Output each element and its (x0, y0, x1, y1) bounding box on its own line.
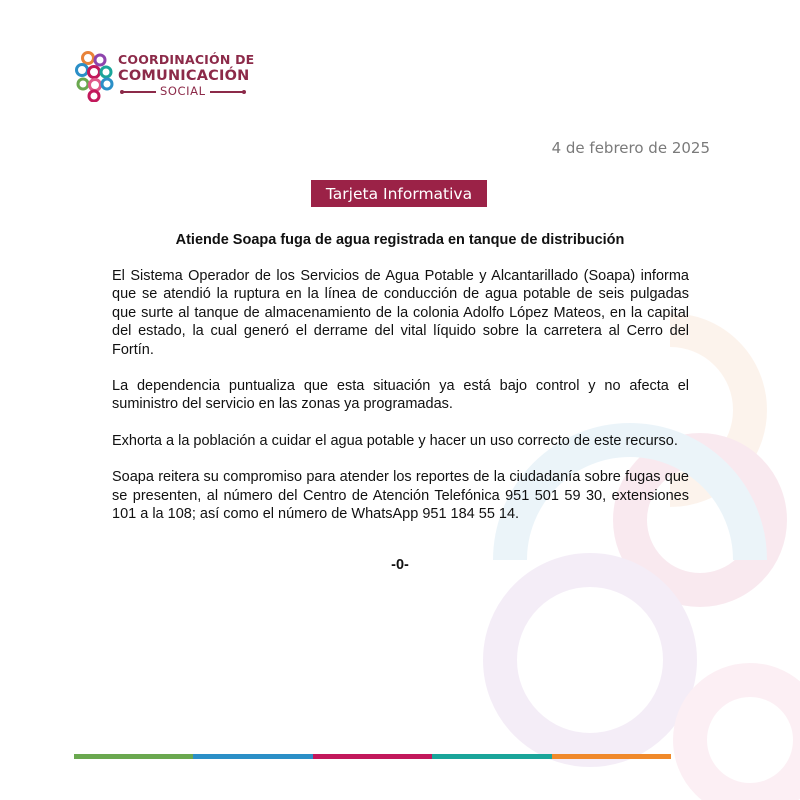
article-paragraph: Exhorta a la población a cuidar el agua potable y hacer un uso correcto de este recurso. (112, 432, 678, 449)
logo-mark-icon (74, 50, 114, 102)
closing-mark: -0- (391, 557, 409, 573)
footer-bar-segment (432, 754, 551, 759)
logo-line-3 (118, 86, 254, 98)
article-headline: Atiende Soapa fuga de agua registrada en tanque de distribución (175, 232, 625, 248)
logo (74, 50, 254, 102)
document-date: 4 de febrero de 2025 (551, 139, 710, 157)
footer-bar-segment (74, 754, 193, 759)
footer-bar-segment (313, 754, 432, 759)
footer-bar-segment (552, 754, 671, 759)
article-paragraph: La dependencia puntualiza que esta situación ya está bajo control y no afecta el suministro del servicio en las zonas ya programadas. (112, 378, 689, 413)
footer-bar-segment (193, 754, 312, 759)
logo-line-3-text: SOCIAL (160, 84, 206, 99)
article-paragraph: Soapa reitera su compromiso para atender los reportes de la ciudadanía sobre fugas que se presenten, al número del Centro de Atención Telefónica 951 501 59 30, extensiones 101 a la 108; así como el número de WhatsApp 951 184 55 14. (112, 469, 689, 523)
logo-dash-right (210, 91, 244, 93)
logo-dash-left (122, 91, 156, 93)
document-type-badge: Tarjeta Informativa (311, 180, 487, 207)
article-paragraph: El Sistema Operador de los Servicios de Agua Potable y Alcantarillado (Soapa) informa que se atendió la ruptura en la línea de conducción de agua potable de seis pulgadas que surte al tanque de almacenamiento de la colonia Adolfo López Mateos, en la capital del estado, la cual generó el derrame del vital líquido sobre la carretera al Cerro del Fortín. (112, 268, 689, 358)
logo-line-1: COORDINACIÓN DE (118, 52, 255, 68)
article-body (112, 267, 689, 541)
footer-color-bar (74, 754, 671, 759)
logo-line-2: COMUNICACIÓN (118, 67, 250, 84)
